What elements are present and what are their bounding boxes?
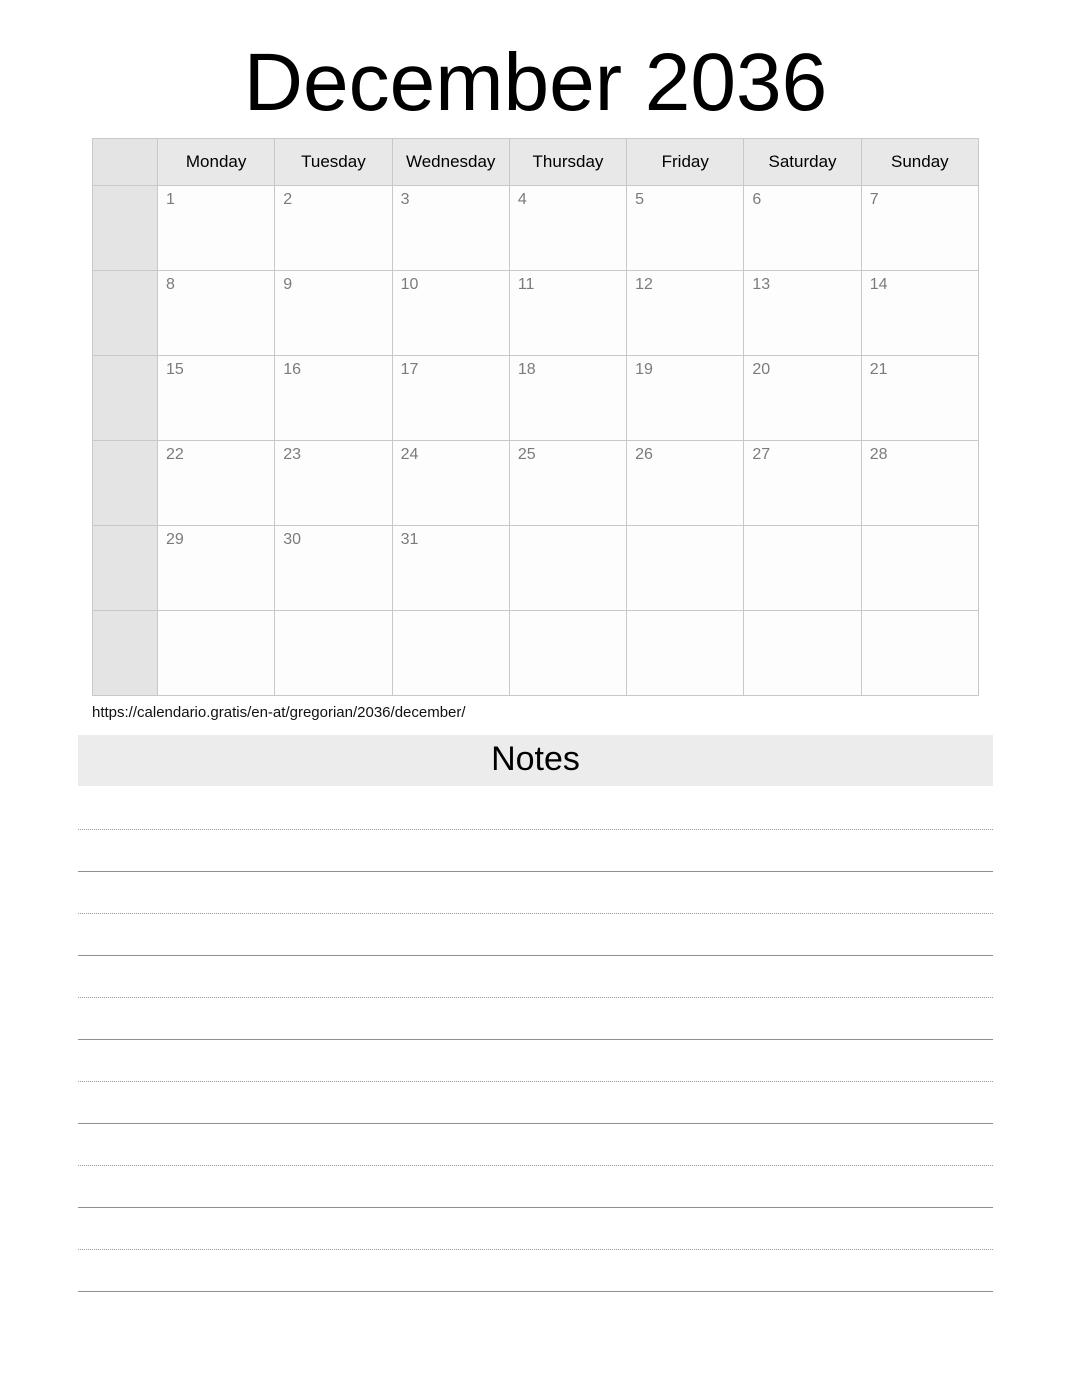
page-title: December 2036: [243, 37, 828, 128]
notes-lines[interactable]: [78, 786, 993, 1292]
note-line[interactable]: [78, 872, 993, 914]
note-line[interactable]: [78, 956, 993, 998]
day-cell[interactable]: [627, 271, 744, 356]
day-number: 22: [166, 446, 184, 463]
day-cell[interactable]: [158, 186, 275, 271]
day-number: 13: [752, 276, 771, 293]
note-line[interactable]: [78, 1082, 993, 1124]
weeknumber-cell: [93, 186, 158, 271]
calendar-container: [92, 138, 979, 696]
day-cell[interactable]: [861, 441, 978, 526]
day-cell[interactable]: [275, 356, 392, 441]
day-cell[interactable]: [158, 271, 275, 356]
day-number: [393, 611, 509, 617]
day-cell[interactable]: [744, 271, 861, 356]
day-number: 19: [635, 361, 653, 378]
day-number: 10: [400, 276, 419, 293]
day-number: 8: [166, 276, 175, 293]
day-number: [627, 611, 743, 617]
day-number: 18: [517, 361, 536, 378]
day-number: [510, 611, 626, 617]
day-number: 26: [635, 446, 653, 463]
day-number: 15: [166, 361, 184, 378]
day-cell[interactable]: [861, 186, 978, 271]
day-number: 4: [517, 191, 527, 208]
day-number: [627, 526, 743, 532]
day-number: 14: [869, 276, 888, 293]
day-number: [275, 611, 391, 617]
weekday-header-tuesday: Tuesday: [275, 139, 392, 186]
calendar-week-row: [93, 441, 979, 526]
day-number: 31: [400, 531, 419, 548]
day-cell[interactable]: [392, 611, 509, 696]
day-number: 12: [635, 276, 653, 293]
day-number: 29: [166, 531, 184, 548]
day-number: 27: [752, 446, 771, 463]
day-cell[interactable]: [861, 526, 978, 611]
note-line[interactable]: [78, 788, 993, 830]
note-line[interactable]: [78, 1166, 993, 1208]
note-line[interactable]: [78, 1208, 993, 1250]
day-number: [744, 611, 860, 617]
day-cell[interactable]: [275, 441, 392, 526]
day-cell[interactable]: [509, 186, 626, 271]
day-number: 3: [400, 191, 410, 208]
day-number: [510, 526, 626, 532]
calendar-head: [93, 139, 979, 186]
day-cell[interactable]: [744, 441, 861, 526]
weekday-header-friday: Friday: [627, 139, 744, 186]
day-number: 30: [283, 531, 302, 548]
day-number: 5: [635, 191, 645, 208]
day-cell[interactable]: [509, 271, 626, 356]
note-line[interactable]: [78, 998, 993, 1040]
day-number: [862, 526, 978, 532]
day-cell[interactable]: [392, 441, 509, 526]
weekday-header-thursday: Thursday: [509, 139, 626, 186]
weeknumber-cell: [93, 441, 158, 526]
day-number: 21: [869, 361, 888, 378]
day-number: [744, 526, 860, 532]
day-cell[interactable]: [158, 356, 275, 441]
day-cell[interactable]: [158, 441, 275, 526]
calendar-body: [93, 186, 979, 696]
day-cell[interactable]: [275, 271, 392, 356]
weekday-header-wednesday: Wednesday: [392, 139, 509, 186]
day-number: 6: [752, 191, 762, 208]
weekday-header-saturday: Saturday: [744, 139, 861, 186]
day-cell[interactable]: [744, 186, 861, 271]
note-line[interactable]: [78, 1124, 993, 1166]
weeknumber-cell: [93, 611, 158, 696]
day-cell[interactable]: [744, 611, 861, 696]
notes-section: [78, 735, 993, 1292]
day-cell[interactable]: [627, 441, 744, 526]
day-cell[interactable]: [509, 611, 626, 696]
day-number: 16: [283, 361, 302, 378]
day-cell[interactable]: [509, 526, 626, 611]
day-cell[interactable]: [275, 526, 392, 611]
day-cell[interactable]: [392, 526, 509, 611]
day-cell[interactable]: [744, 526, 861, 611]
notes-heading: Notes: [78, 735, 993, 786]
weeknumber-cell: [93, 271, 158, 356]
weekday-header-row: [93, 139, 979, 186]
note-line[interactable]: [78, 914, 993, 956]
calendar-week-row: [93, 186, 979, 271]
day-cell[interactable]: [861, 611, 978, 696]
day-cell[interactable]: [861, 356, 978, 441]
day-cell[interactable]: [392, 271, 509, 356]
day-number: 7: [869, 191, 879, 208]
day-number: [158, 611, 274, 617]
calendar-week-row: [93, 526, 979, 611]
day-cell[interactable]: [627, 186, 744, 271]
note-line[interactable]: [78, 830, 993, 872]
day-cell[interactable]: [392, 356, 509, 441]
day-cell[interactable]: [158, 526, 275, 611]
day-number: 2: [283, 191, 293, 208]
calendar-week-row: [93, 611, 979, 696]
day-cell[interactable]: [158, 611, 275, 696]
day-number: 24: [400, 446, 419, 463]
day-cell[interactable]: [275, 611, 392, 696]
calendar-week-row: [93, 356, 979, 441]
day-number: [862, 611, 978, 617]
day-cell[interactable]: [392, 186, 509, 271]
day-cell[interactable]: [627, 356, 744, 441]
weekday-header-monday: Monday: [158, 139, 275, 186]
day-number: 17: [400, 361, 419, 378]
day-number: 23: [283, 446, 302, 463]
day-number: 1: [166, 191, 175, 208]
day-cell[interactable]: [509, 441, 626, 526]
note-line[interactable]: [78, 1250, 993, 1292]
day-cell[interactable]: [275, 186, 392, 271]
day-cell[interactable]: [744, 356, 861, 441]
calendar-table: [92, 138, 979, 696]
weekday-header-sunday: Sunday: [861, 139, 978, 186]
weeknumber-cell: [93, 526, 158, 611]
weeknumber-cell: [93, 356, 158, 441]
day-cell[interactable]: [861, 271, 978, 356]
note-line[interactable]: [78, 1040, 993, 1082]
source-url[interactable]: https://calendario.gratis/en-at/gregorian/2036/december/: [92, 704, 466, 721]
day-number: 25: [517, 446, 536, 463]
day-number: 20: [752, 361, 771, 378]
day-number: 28: [869, 446, 888, 463]
weeknumber-corner-cell: [93, 139, 158, 186]
calendar-week-row: [93, 271, 979, 356]
day-cell[interactable]: [509, 356, 626, 441]
day-cell[interactable]: [627, 611, 744, 696]
day-number: 11: [517, 276, 535, 293]
day-cell[interactable]: [627, 526, 744, 611]
day-number: 9: [283, 276, 293, 293]
